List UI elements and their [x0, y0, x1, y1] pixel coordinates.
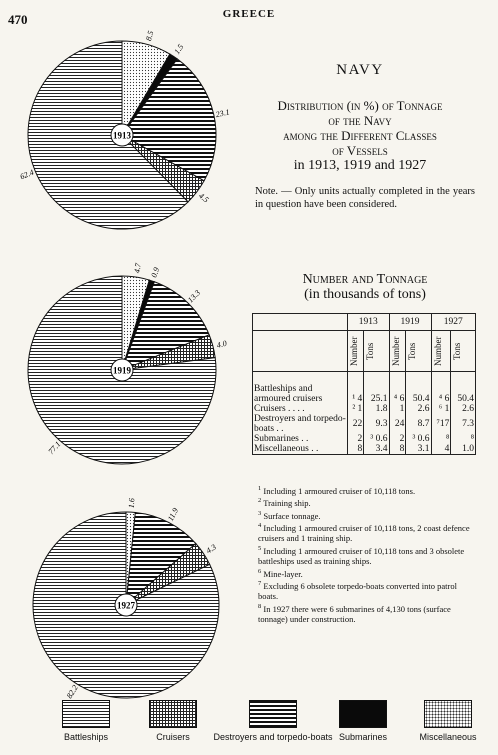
table-cell: 8.7 — [406, 414, 431, 434]
legend-label: Cruisers — [156, 732, 190, 742]
footnote-text: Including 1 armoured cruiser of 10,118 tons and 3 obsolete battleships used as training ships. — [258, 545, 465, 567]
legend — [0, 700, 498, 755]
table-row — [253, 372, 476, 405]
table-cell: ⁸ — [431, 434, 451, 444]
footnote — [258, 509, 478, 521]
table-body — [253, 372, 476, 455]
row-label: Cruisers . . . . — [254, 404, 305, 414]
table-title-line: Number and Tonnage — [302, 272, 428, 287]
footnote-text: Training ship. — [263, 498, 311, 509]
table-title — [260, 272, 470, 302]
slice-label: 11.9 — [165, 506, 181, 523]
chart-heading — [240, 98, 480, 173]
heading-line: among the Different Classes — [283, 128, 437, 143]
legend-label: Battleships — [63, 732, 109, 742]
running-head: GREECE — [222, 8, 276, 20]
table-cell: 50.4 — [451, 372, 476, 405]
footnote — [258, 544, 478, 567]
section-title: NAVY — [336, 62, 384, 78]
col-number: Number — [349, 336, 359, 366]
table-cell: ⁸ — [451, 434, 476, 444]
table-cell: 2.6 — [406, 404, 431, 414]
table-row — [253, 414, 476, 434]
table-corner — [253, 314, 348, 331]
slice-label: 82.2 — [64, 683, 80, 700]
heading-line: of the Navy — [328, 113, 392, 128]
footnote-mark: 8 — [258, 602, 262, 610]
table-cell: 2 — [389, 434, 406, 444]
slice-label: 4.5 — [196, 191, 211, 205]
note: Note. — Only units actually completed in the years in question have been considered. — [255, 186, 475, 210]
table-cell: 3.4 — [364, 444, 389, 455]
footnote-mark: 5 — [258, 544, 262, 552]
year-label: 1927 — [117, 600, 135, 611]
slice-label: 0.9 — [149, 266, 162, 279]
footnotes — [258, 484, 478, 625]
footnote-text: Excluding 6 obsolete torpedo-boats converted into patrol boats. — [258, 580, 457, 602]
footnote — [258, 567, 478, 579]
table-row — [253, 434, 476, 444]
footnote-mark: 4 — [258, 521, 262, 529]
col-tons: Tons — [365, 342, 376, 360]
col-number: Number — [390, 336, 401, 366]
table-cell: 25.1 — [364, 372, 389, 405]
year-label: 1913 — [113, 130, 131, 141]
table-cell: ⁶ 1 — [431, 404, 451, 414]
number-tonnage-table — [252, 313, 476, 455]
table-cell: 8 — [389, 444, 406, 455]
submarines-swatch — [339, 700, 387, 728]
col-number: Number — [432, 336, 443, 366]
pie-chart-1927 — [33, 498, 219, 700]
table-cell: ³ 0.6 — [406, 434, 431, 444]
table-cell: 8 — [348, 444, 364, 455]
slice-label: 4.7 — [132, 262, 143, 274]
cruisers-swatch — [149, 700, 197, 728]
row-label: Miscellaneous . . — [254, 444, 319, 454]
table-cell: ² 1 — [348, 404, 364, 414]
legend-item-cruisers — [145, 700, 201, 742]
legend-item-miscellaneous — [408, 700, 488, 742]
table-cell: 9.3 — [364, 414, 389, 434]
legend-label: Destroyers and torpedo-boats — [213, 732, 333, 742]
slice-label: 23.1 — [214, 107, 231, 120]
table-cell: 4 — [431, 444, 451, 455]
pie-chart-1913 — [19, 30, 231, 229]
table-cell: 2 — [348, 434, 364, 444]
table-column-row — [253, 331, 476, 372]
table-year-row — [253, 314, 476, 331]
table-cell: ⁴ 6 — [431, 372, 451, 405]
table-cell: 1.8 — [364, 404, 389, 414]
table-cell: 3.1 — [406, 444, 431, 455]
miscellaneous-swatch — [424, 700, 472, 728]
footnote — [258, 484, 478, 496]
legend-label: Miscellaneous — [419, 732, 477, 742]
footnote-text: Surface tonnage. — [263, 510, 321, 521]
table-cell: 22 — [348, 414, 364, 434]
heading-years: in 1913, 1919 and 1927 — [293, 158, 427, 173]
footnote-mark: 3 — [258, 509, 262, 517]
year-header: 1913 — [348, 314, 390, 331]
row-label: Submarines . . — [254, 434, 309, 444]
table-cell: ¹ 4 — [348, 372, 364, 405]
table-cell: 7.3 — [451, 414, 476, 434]
table-subtitle: (in thousands of tons) — [304, 287, 426, 302]
destroyers-swatch — [249, 700, 297, 728]
table-cell: 50.4 — [406, 372, 431, 405]
legend-item-destroyers — [198, 700, 348, 742]
year-label: 1919 — [113, 365, 131, 376]
footnote-mark: 2 — [258, 497, 262, 505]
footnote-text: In 1927 there were 6 submarines of 4,130 tons (surface tonnage) under construction. — [258, 603, 451, 625]
footnote-text: Mine-layer. — [263, 568, 303, 579]
row-label: Destroyers and torpedo-boats . . — [254, 414, 346, 434]
footnote-mark: 1 — [258, 485, 262, 492]
table-cell: 24 — [389, 414, 406, 434]
table-cell: 2.6 — [451, 404, 476, 414]
footnote-text: Including 1 armoured cruiser of 10,118 tons. — [263, 485, 416, 496]
footnote-mark: 7 — [258, 579, 262, 587]
slice-label: 1.6 — [126, 497, 137, 509]
slice-label: 4.3 — [204, 542, 218, 556]
table-corner — [253, 331, 348, 372]
year-header: 1919 — [389, 314, 431, 331]
pie-chart-1919 — [28, 262, 228, 464]
legend-item-battleships — [58, 700, 114, 742]
footnote — [258, 579, 478, 602]
slice-label: 62.4 — [18, 167, 36, 182]
table-row — [253, 404, 476, 414]
page-number: 470 — [8, 12, 28, 27]
footnote — [258, 602, 478, 625]
footnote — [258, 496, 478, 508]
slice-label: 77.1 — [46, 439, 63, 457]
slice-label: 8.5 — [144, 29, 156, 42]
footnote — [258, 521, 478, 544]
table-cell: ³ 0.6 — [364, 434, 389, 444]
table-cell: 1 — [389, 404, 406, 414]
heading-line: Distribution (in %) of Tonnage — [277, 98, 443, 113]
row-label: Battleships and armoured cruisers — [254, 384, 323, 404]
heading-line: of Vessels — [332, 143, 388, 158]
legend-label: Submarines — [338, 732, 388, 742]
slice-label: 13.3 — [185, 288, 203, 305]
battleships-swatch — [62, 700, 110, 728]
table-cell: ⁴ 6 — [389, 372, 406, 405]
slice-label: 4.0 — [215, 338, 228, 350]
legend-item-submarines — [328, 700, 398, 742]
footnote-mark: 6 — [258, 567, 262, 575]
table-row — [253, 444, 476, 455]
col-tons: Tons — [407, 342, 418, 360]
table-cell: ⁷17 — [431, 414, 451, 434]
slice-label: 1.5 — [172, 42, 186, 56]
year-header: 1927 — [431, 314, 475, 331]
col-tons: Tons — [452, 342, 463, 360]
table-cell: 1.0 — [451, 444, 476, 455]
footnote-text: Including 1 armoured cruiser of 10,118 tons, 2 coast defence cruisers and 1 training ship. — [258, 522, 470, 544]
